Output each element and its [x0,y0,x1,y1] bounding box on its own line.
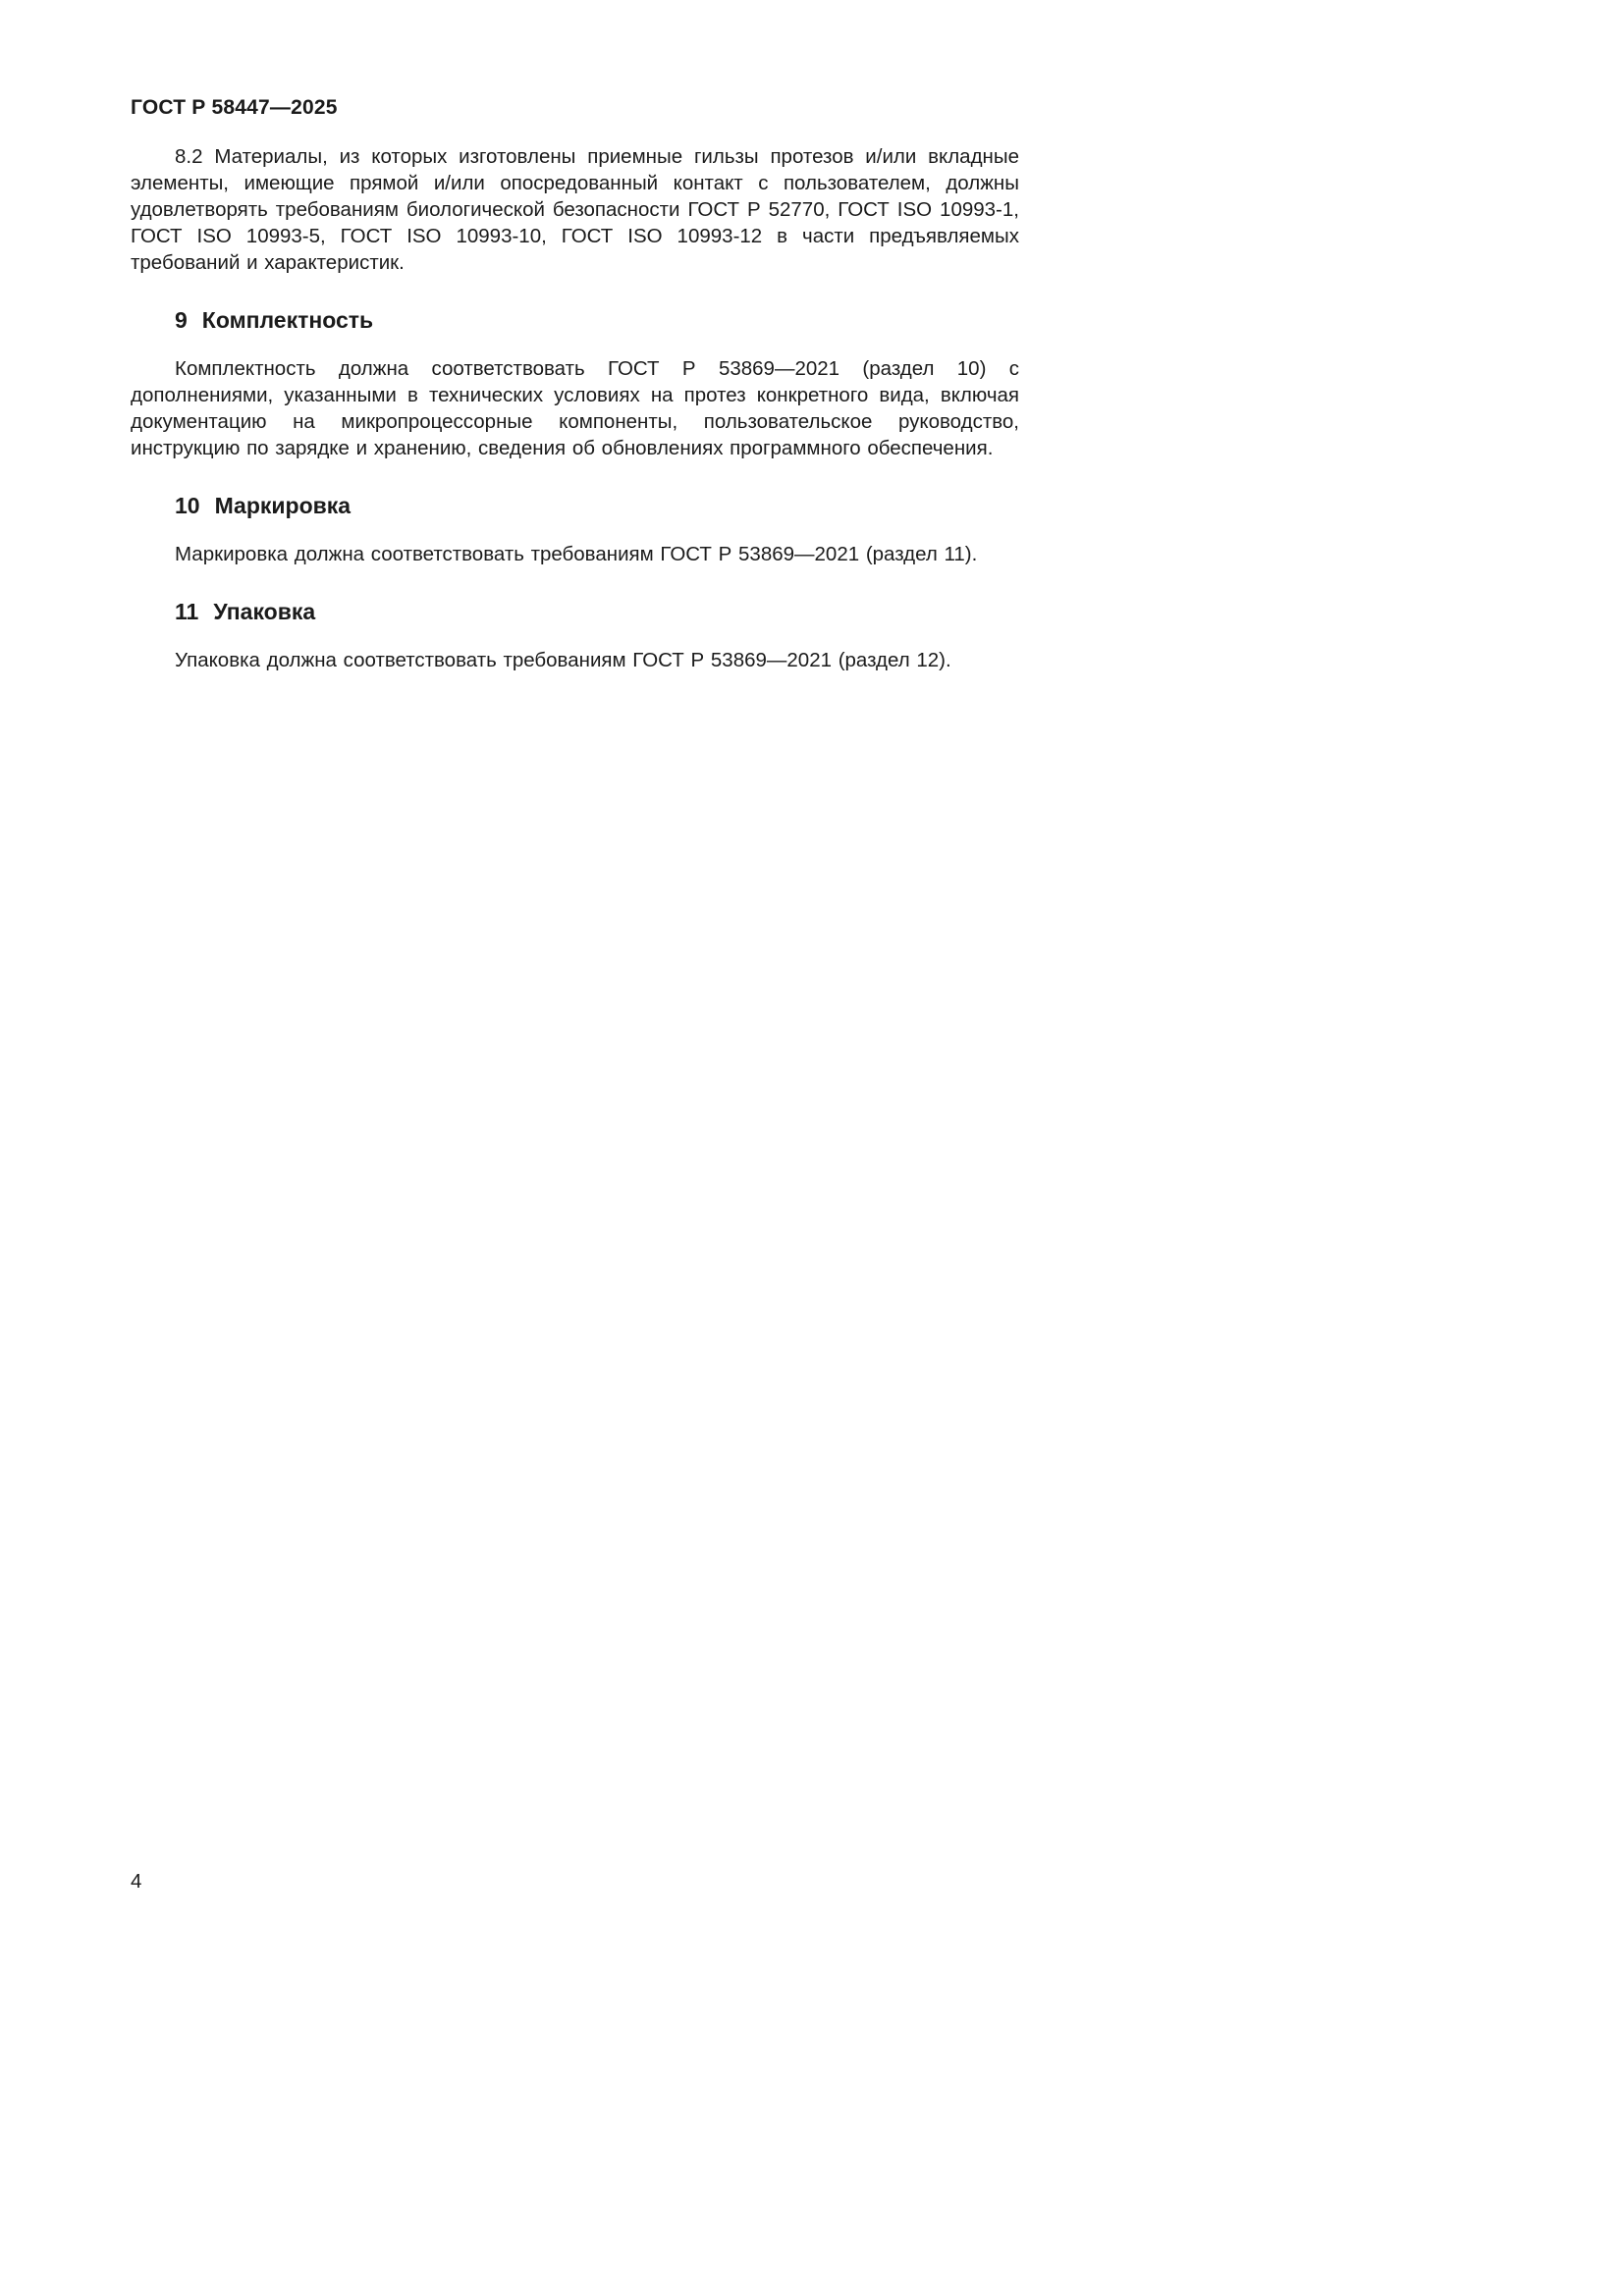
section-10-number: 10 [175,493,200,518]
section-10-paragraph: Маркировка должна соответствовать требованиям ГОСТ Р 53869—2021 (раздел 11). [175,543,978,565]
paragraph-8-2: 8.2 Материалы, из которых изготовлены приемные гильзы протезов и/или вкладные элементы, имеющие прямой и/или опосредованный контакт с пользователем, должны удовлетворять требованиям биологической безопасности ГОСТ Р 52770, ГОСТ ISO 10993-1, ГОСТ ISO 10993-5, ГОСТ ISO 10993-10, ГОСТ ISO 10993-12 в части предъявляемых требований и характеристик. [131,145,1019,274]
section-9-paragraph: Комплектность должна соответствовать ГОСТ Р 53869—2021 (раздел 10) с дополнениями, указанными в технических условиях на протез конкретного вида, включая документацию на микропроцессорные компоненты, пользовательское руководство, инструкцию по зарядке и хранению, сведения об обновлениях программного обеспечения. [131,357,1019,459]
document-header-standard-number: ГОСТ Р 58447—2025 [131,96,338,119]
section-9-heading [131,307,1019,334]
section-11-number: 11 [175,599,199,624]
section-11-heading [131,599,1019,625]
document-body [131,143,1019,679]
section-11-paragraph: Упаковка должна соответствовать требованиям ГОСТ Р 53869—2021 (раздел 12). [175,649,951,671]
section-9-title: Комплектность [201,307,374,333]
section-9-number: 9 [175,307,188,333]
section-11-title: Упаковка [213,599,316,624]
page-number: 4 [131,1870,142,1893]
section-10-heading [131,493,1019,519]
section-10-title: Маркировка [214,493,352,518]
